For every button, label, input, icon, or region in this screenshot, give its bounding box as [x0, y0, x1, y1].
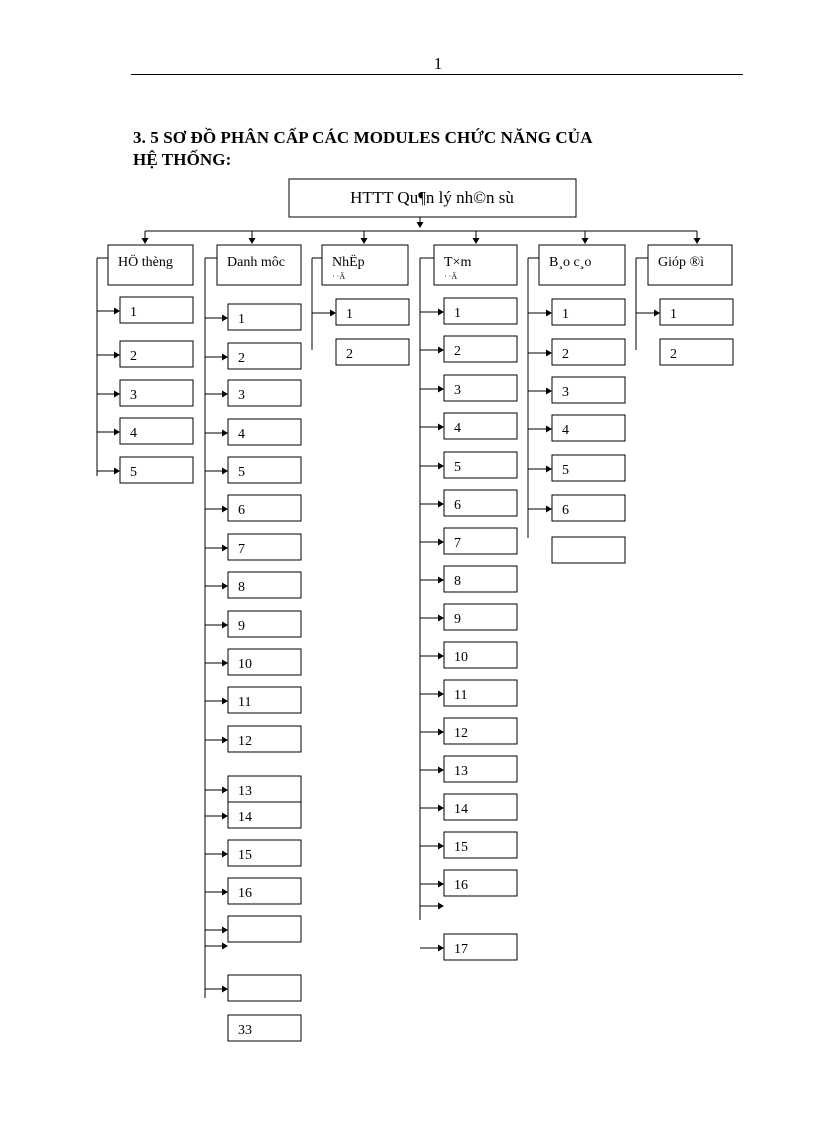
column-4-item-12-label: 12: [454, 726, 468, 741]
column-2-item-4-label: 4: [238, 427, 245, 442]
column-5-item-4-label: 4: [562, 423, 569, 438]
column-2-item-17-box: [228, 916, 301, 942]
column-2-item-9-arrow: [222, 622, 228, 629]
section-heading-line-2: HỆ THỐNG:: [133, 150, 232, 169]
column-2-item-6-label: 6: [238, 503, 245, 518]
column-1-item-3-label: 3: [130, 388, 137, 403]
column-2-item-3-arrow: [222, 391, 228, 398]
column-5-header-label: B¸o c¸o: [549, 255, 592, 270]
column-4-item-4-label: 4: [454, 421, 461, 436]
column-5-drop-arrow: [582, 238, 589, 244]
column-2-item-16-arrow: [222, 889, 228, 896]
column-6-item-2-label: 2: [670, 347, 677, 362]
column-4-item-13-label: 13: [454, 764, 468, 779]
column-6-item-1-label: 1: [670, 307, 677, 322]
column-2-item-11-arrow: [222, 698, 228, 705]
column-4-item-16-arrow: [438, 881, 444, 888]
column-4-item-7-label: 7: [454, 536, 461, 551]
column-4-item-5-arrow: [438, 463, 444, 470]
column-5-item-2-label: 2: [562, 347, 569, 362]
column-4-item-12-arrow: [438, 729, 444, 736]
column-4-item-8-arrow: [438, 577, 444, 584]
column-4-item-17-label: 17: [454, 942, 468, 957]
column-4-item-16-label: 16: [454, 878, 468, 893]
column-2-item-15-arrow: [222, 851, 228, 858]
column-2-item-4-arrow: [222, 430, 228, 437]
column-1-item-2-arrow: [114, 352, 120, 359]
column-3-header-sublabel: · ·Ä: [332, 272, 346, 281]
root-arrow: [417, 222, 424, 228]
column-4-item-5-label: 5: [454, 460, 461, 475]
column-2-item-6-arrow: [222, 506, 228, 513]
column-2-item-1-arrow: [222, 315, 228, 322]
column-4-item-17-arrow: [438, 945, 444, 952]
column-2-item-12-label: 12: [238, 734, 252, 749]
page-number: 1: [433, 54, 443, 73]
column-2-item-14-arrow: [222, 813, 228, 820]
column-2-item-19-label: 33: [238, 1023, 252, 1038]
column-1-item-2-label: 2: [130, 349, 137, 364]
column-2-item-10-label: 10: [238, 657, 252, 672]
column-5-item-2-arrow: [546, 350, 552, 357]
column-1-item-1-label: 1: [130, 305, 137, 320]
column-4-item-14-arrow: [438, 805, 444, 812]
column-3-item-2-label: 2: [346, 347, 353, 362]
column-1-drop-arrow: [142, 238, 149, 244]
column-5-item-6-label: 6: [562, 503, 569, 518]
column-2-item-12-arrow: [222, 737, 228, 744]
column-4-item-10-label: 10: [454, 650, 468, 665]
column-2-item-8-label: 8: [238, 580, 245, 595]
column-4-item-3-label: 3: [454, 383, 461, 398]
column-2-item-17-arrow: [222, 927, 228, 934]
column-2-item-16-label: 16: [238, 886, 252, 901]
column-5-item-3-arrow: [546, 388, 552, 395]
column-4-item-7-arrow: [438, 539, 444, 546]
column-6-drop-arrow: [694, 238, 701, 244]
column-5-item-3-label: 3: [562, 385, 569, 400]
column-2-item-13-label: 13: [238, 784, 252, 799]
column-4-item-2-arrow: [438, 347, 444, 354]
column-2-item-3-label: 3: [238, 388, 245, 403]
column-2-item-7-label: 7: [238, 542, 245, 557]
column-2-item-2-arrow: [222, 354, 228, 361]
column-6-item-1-arrow: [654, 310, 660, 317]
column-5-item-5-label: 5: [562, 463, 569, 478]
column-2-extra-arrow-1: [222, 943, 228, 950]
column-4-item-1-label: 1: [454, 306, 461, 321]
column-1-item-4-arrow: [114, 429, 120, 436]
column-5-item-1-label: 1: [562, 307, 569, 322]
root-label: HTTT Qu¶n lý nh©n sù: [350, 188, 514, 207]
column-1-item-5-arrow: [114, 468, 120, 475]
column-2-item-14-label: 14: [238, 810, 252, 825]
column-4-item-2-label: 2: [454, 344, 461, 359]
column-3-item-1-arrow: [330, 310, 336, 317]
column-4-item-6-arrow: [438, 501, 444, 508]
column-2-item-9-label: 9: [238, 619, 245, 634]
column-4-extra-arrow-1: [438, 903, 444, 910]
column-2-header-label: Danh môc: [227, 255, 285, 270]
column-4-item-15-label: 15: [454, 840, 468, 855]
column-2-item-1-label: 1: [238, 312, 245, 327]
column-4-drop-arrow: [473, 238, 480, 244]
column-4-header-sublabel: · ·Ä: [444, 272, 458, 281]
section-heading-line-1: 3. 5 SƠ ĐỒ PHÂN CẤP CÁC MODULES CHỨC NĂNG CỦA: [133, 128, 593, 147]
column-4-item-8-label: 8: [454, 574, 461, 589]
column-1-item-4-label: 4: [130, 426, 137, 441]
column-4-item-14-label: 14: [454, 802, 468, 817]
column-1-item-5-label: 5: [130, 465, 137, 480]
column-4-item-6-label: 6: [454, 498, 461, 513]
column-4-item-9-label: 9: [454, 612, 461, 627]
column-4-item-15-arrow: [438, 843, 444, 850]
column-2-item-18-box: [228, 975, 301, 1001]
column-2-item-10-arrow: [222, 660, 228, 667]
column-2-item-18-arrow: [222, 986, 228, 993]
column-3-drop-arrow: [361, 238, 368, 244]
column-1-item-1-arrow: [114, 308, 120, 315]
column-5-item-5-arrow: [546, 466, 552, 473]
column-2-item-5-arrow: [222, 468, 228, 475]
column-2-item-13-arrow: [222, 787, 228, 794]
column-2-item-8-arrow: [222, 583, 228, 590]
column-4-item-1-arrow: [438, 309, 444, 316]
column-4-item-11-label: 11: [454, 688, 468, 703]
column-2-item-5-label: 5: [238, 465, 245, 480]
column-1-item-3-arrow: [114, 391, 120, 398]
column-5-item-6-arrow: [546, 506, 552, 513]
column-2-item-2-label: 2: [238, 351, 245, 366]
column-5-item-7-box: [552, 537, 625, 563]
column-4-header-label: T×m: [444, 255, 472, 270]
column-5-item-1-arrow: [546, 310, 552, 317]
column-4-item-11-arrow: [438, 691, 444, 698]
column-1-header-label: HÖ thèng: [118, 255, 173, 270]
column-5-item-4-arrow: [546, 426, 552, 433]
column-2-drop-arrow: [249, 238, 256, 244]
column-2-item-7-arrow: [222, 545, 228, 552]
column-3-header-label: NhËp: [332, 255, 365, 270]
column-4-item-4-arrow: [438, 424, 444, 431]
column-3-item-1-label: 1: [346, 307, 353, 322]
column-2-item-11-label: 11: [238, 695, 252, 710]
column-4-item-9-arrow: [438, 615, 444, 622]
column-2-item-15-label: 15: [238, 848, 252, 863]
column-4-item-13-arrow: [438, 767, 444, 774]
column-4-item-10-arrow: [438, 653, 444, 660]
column-4-item-3-arrow: [438, 386, 444, 393]
column-6-header-label: Gióp ®ì: [658, 255, 705, 270]
